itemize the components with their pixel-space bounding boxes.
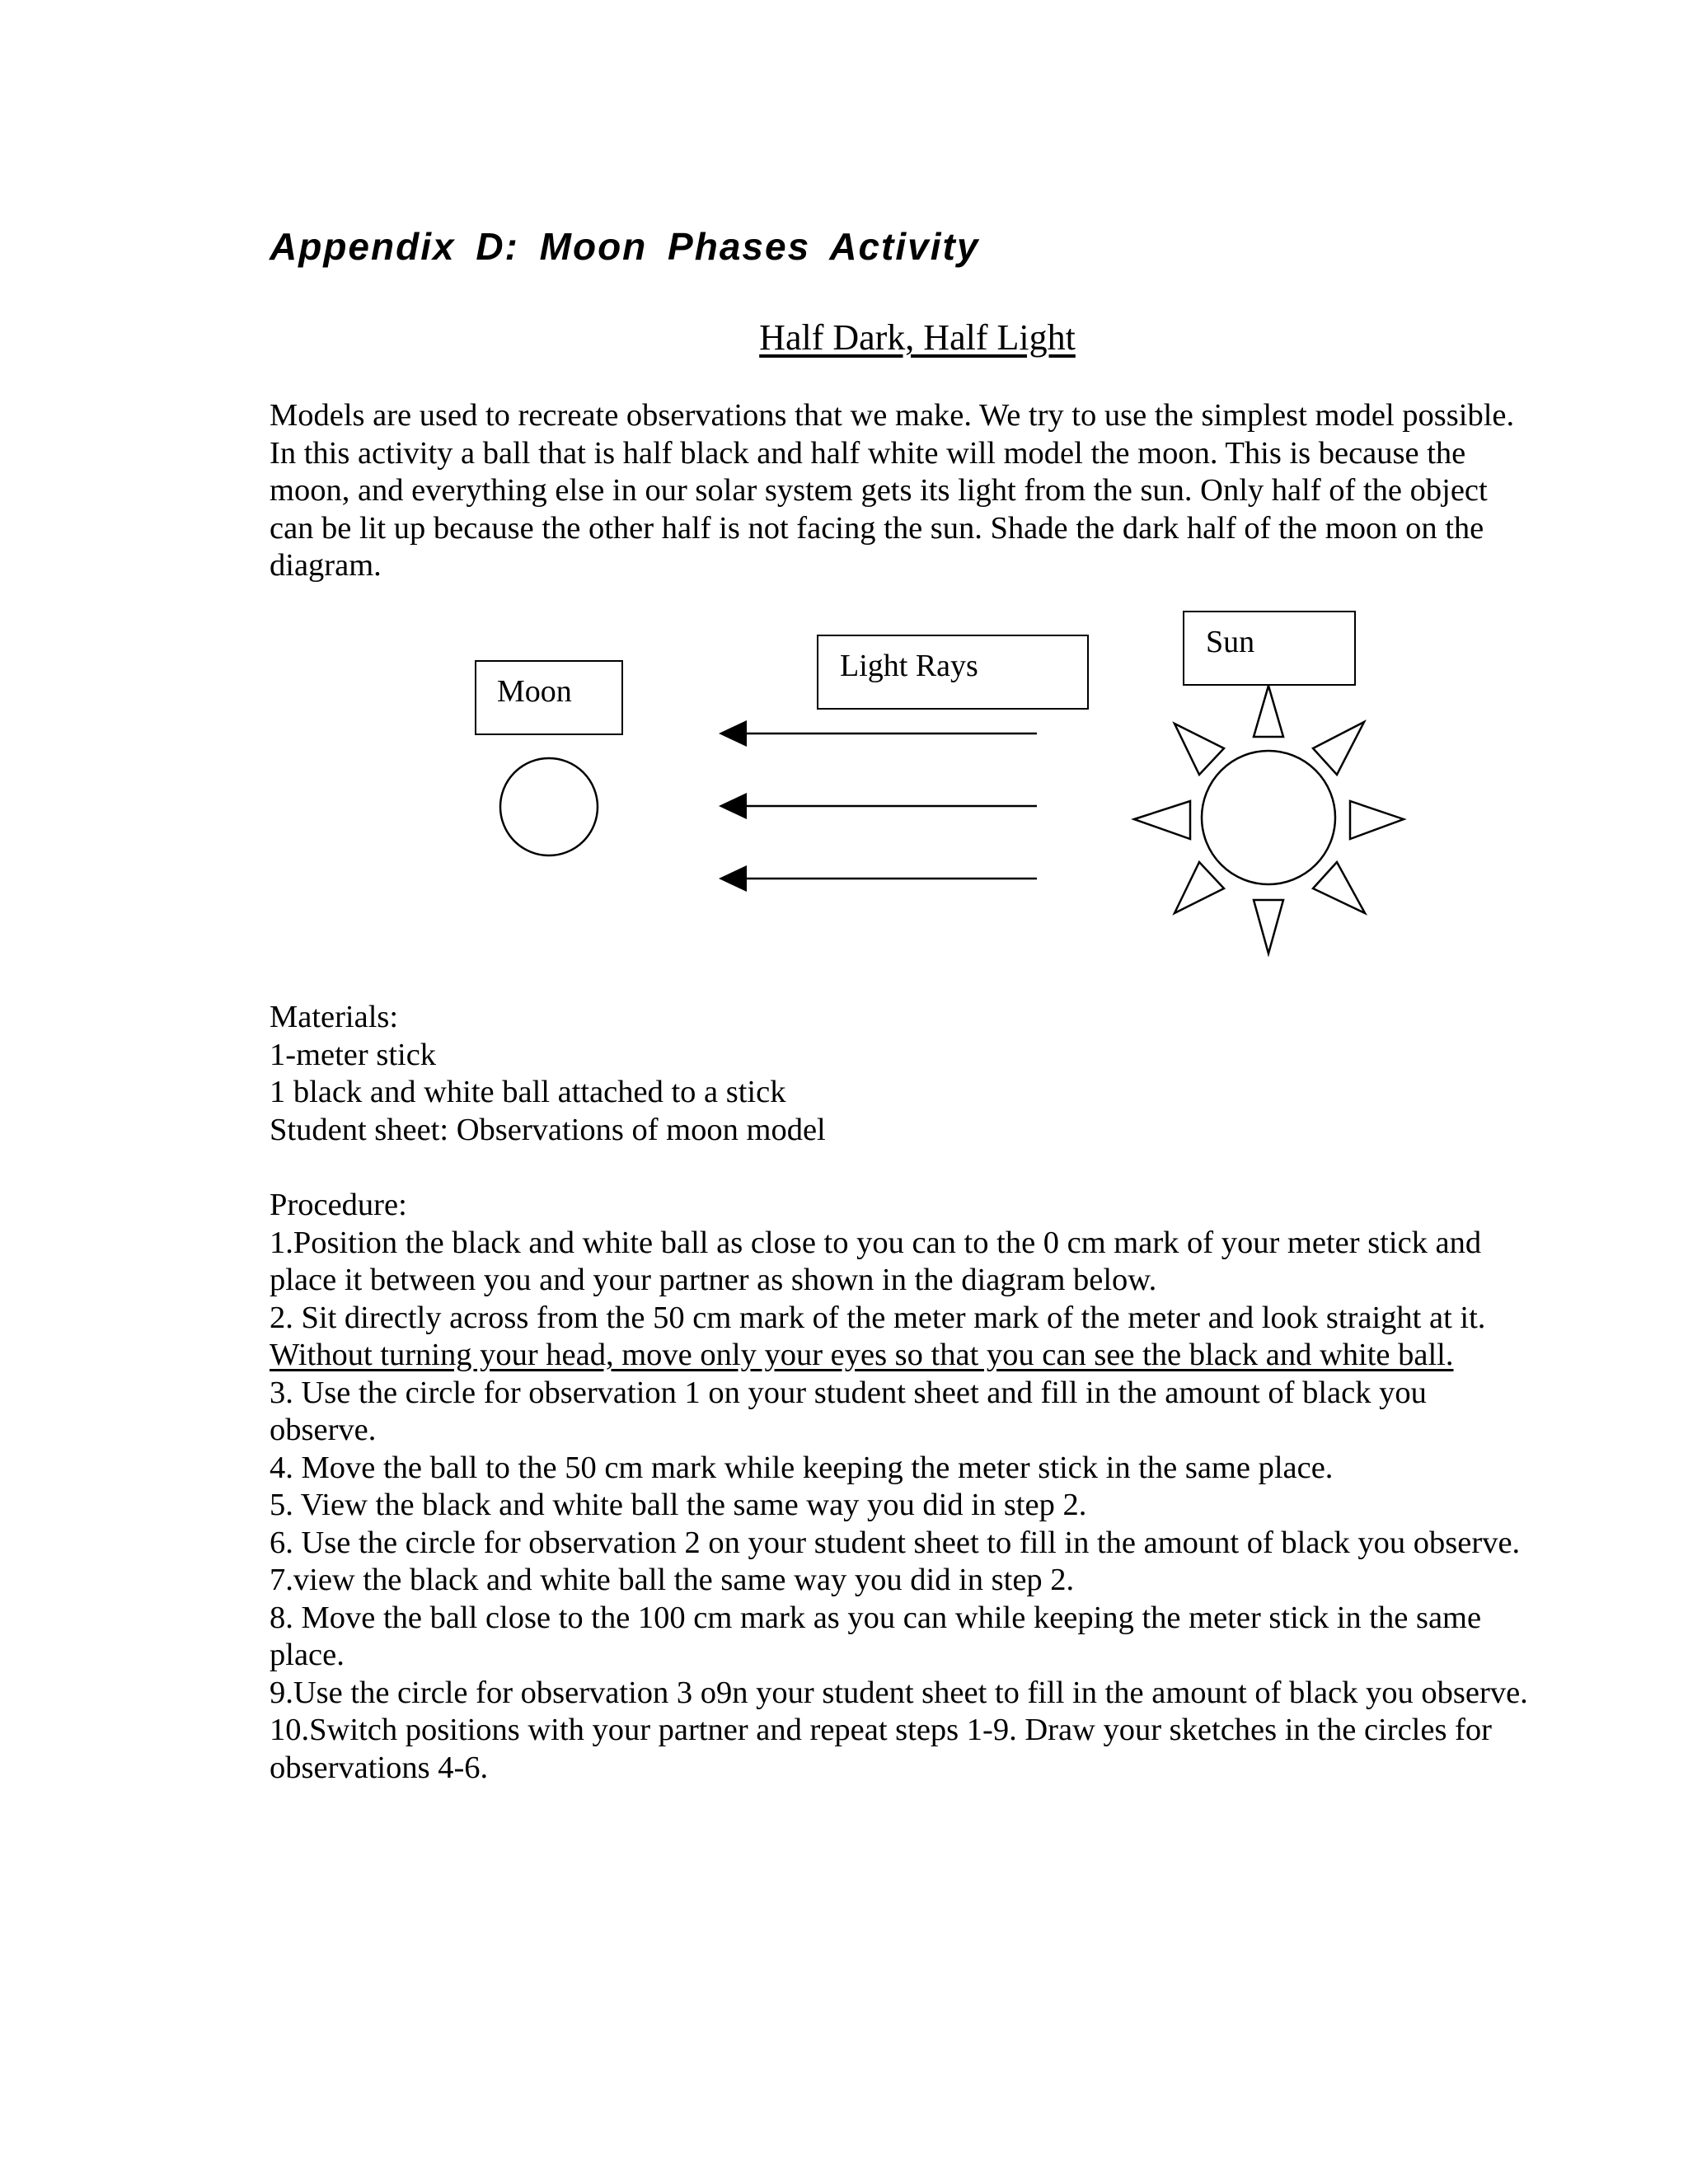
intro-line: Models are used to recreate observations that we make. We try to use the simplest model possible. bbox=[270, 398, 1515, 433]
activity-subtitle: Half Dark, Half Light bbox=[759, 317, 1076, 358]
materials-section bbox=[270, 999, 826, 1149]
diagram-drawing bbox=[0, 0, 1688, 989]
sun-icon bbox=[1134, 686, 1404, 954]
procedure-line: 3. Use the circle for observation 1 on your student sheet and fill in the amount of black you bbox=[270, 1375, 1427, 1410]
light-ray-arrow bbox=[719, 865, 1037, 892]
procedure-line: observations 4-6. bbox=[270, 1750, 489, 1785]
moon-circle bbox=[500, 758, 598, 855]
procedure-line: 1.Position the black and white ball as close to you can to the 0 cm mark of your meter stick and bbox=[270, 1225, 1482, 1260]
sun-label: Sun bbox=[1183, 611, 1356, 686]
light-rays-label: Light Rays bbox=[817, 635, 1089, 710]
intro-line: can be lit up because the other half is not facing the sun. Shade the dark half of the moon on the bbox=[270, 510, 1484, 546]
materials-heading: Materials: bbox=[270, 1000, 399, 1034]
procedure-line: 2. Sit directly across from the 50 cm mark of the meter mark of the meter and look straight at it. bbox=[270, 1300, 1486, 1335]
procedure-line: place it between you and your partner as shown in the diagram below. bbox=[270, 1263, 1157, 1297]
moon-sun-diagram bbox=[0, 0, 1688, 989]
procedure-line: 6. Use the circle for observation 2 on your student sheet to fill in the amount of black you observe. bbox=[270, 1525, 1521, 1560]
procedure-line: 5. View the black and white ball the same way you did in step 2. bbox=[270, 1488, 1087, 1522]
procedure-line: 4. Move the ball to the 50 cm mark while keeping the meter stick in the same place. bbox=[270, 1450, 1334, 1485]
materials-item: 1-meter stick bbox=[270, 1037, 437, 1072]
procedure-line: 7.view the black and white ball the same way you did in step 2. bbox=[270, 1563, 1075, 1597]
procedure-line-underlined: Without turning your head, move only your eyes so that you can see the black and white ball. bbox=[270, 1338, 1454, 1372]
materials-item: 1 black and white ball attached to a stick bbox=[270, 1075, 786, 1109]
procedure-line: 10.Switch positions with your partner and repeat steps 1-9. Draw your sketches in the circles for bbox=[270, 1713, 1492, 1747]
intro-line: diagram. bbox=[270, 548, 382, 583]
procedure-heading: Procedure: bbox=[270, 1188, 407, 1222]
moon-label: Moon bbox=[475, 660, 623, 735]
intro-line: In this activity a ball that is half black and half white will model the moon. This is because the bbox=[270, 435, 1466, 471]
procedure-line: place. bbox=[270, 1638, 345, 1672]
procedure-line: 8. Move the ball close to the 100 cm mark as you can while keeping the meter stick in the same bbox=[270, 1600, 1482, 1635]
light-ray-arrow bbox=[719, 720, 1037, 747]
intro-line: moon, and everything else in our solar system gets its light from the sun. Only half of the object bbox=[270, 473, 1488, 508]
materials-item: Student sheet: Observations of moon model bbox=[270, 1112, 826, 1147]
appendix-title: Appendix D: Moon Phases Activity bbox=[270, 225, 980, 268]
procedure-line: 9.Use the circle for observation 3 o9n your student sheet to fill in the amount of black you observe. bbox=[270, 1675, 1528, 1710]
procedure-line: observe. bbox=[270, 1413, 377, 1447]
procedure-section bbox=[270, 1187, 1621, 1787]
light-ray-arrow bbox=[719, 793, 1037, 819]
